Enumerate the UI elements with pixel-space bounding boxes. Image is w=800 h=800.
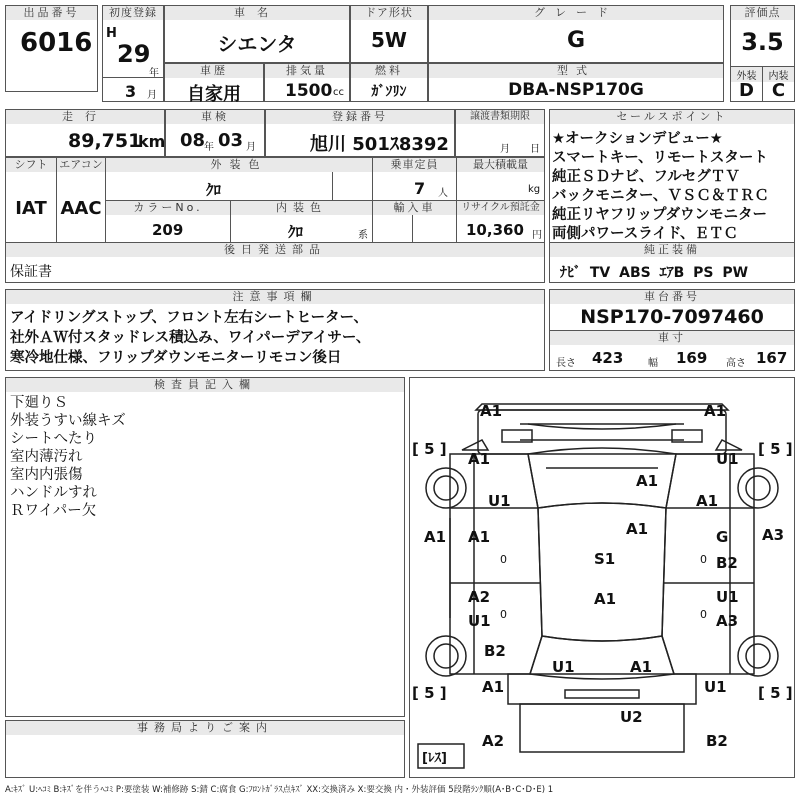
spare-tire-status: [ﾚｽ] bbox=[422, 751, 447, 766]
lot-label: 出品番号 bbox=[6, 6, 97, 20]
note-line: 社外ＡＷ付スタッドレス積込み、ワイパーデアイサー、 bbox=[10, 330, 371, 346]
inspection-month-unit: 月 bbox=[246, 142, 256, 153]
chassis-number: NSP170-7097460 bbox=[580, 306, 764, 328]
first-reg-month: 3 bbox=[125, 82, 137, 101]
inspector-box bbox=[5, 377, 405, 717]
notes-label: 注意事項欄 bbox=[6, 290, 544, 304]
lot-number: 6016 bbox=[20, 28, 93, 58]
color-no-value: 209 bbox=[152, 221, 184, 239]
inspector-line: 下廻りＳ bbox=[10, 395, 68, 411]
left-mirror-outline bbox=[462, 440, 488, 450]
inspection-label: 車検 bbox=[166, 110, 264, 124]
notes-list bbox=[10, 308, 370, 368]
selling-point: スマートキー、リモートスタート bbox=[552, 150, 768, 166]
damage-mark: A1 bbox=[636, 472, 659, 490]
damage-mark: A1 bbox=[594, 590, 617, 608]
shift-label: シフト bbox=[6, 158, 56, 172]
damage-mark: U1 bbox=[716, 588, 739, 606]
selling-points-box bbox=[549, 109, 795, 283]
car-history: 自家用 bbox=[187, 84, 241, 105]
equipment-list: ﾅﾋﾞ TV ABS ｴｱB PS PW bbox=[560, 265, 749, 281]
car-diagram-box bbox=[409, 377, 795, 778]
fuel-value: ｶﾞｿﾘﾝ bbox=[371, 84, 407, 100]
selling-points-list bbox=[552, 130, 769, 244]
height-value: 167 bbox=[756, 349, 788, 367]
damage-mark: A2 bbox=[468, 588, 491, 606]
shift-value: IAT bbox=[15, 198, 47, 219]
selling-point: 両側パワースライド、ＥＴＣ bbox=[552, 226, 739, 242]
ext-color-value: ｸﾛ bbox=[206, 181, 222, 199]
inspection-year-unit: 年 bbox=[204, 142, 214, 153]
selling-point: 純正ＳＤナビ、フルセグＴＶ bbox=[552, 169, 740, 185]
fuel-box bbox=[350, 63, 428, 102]
plate-box bbox=[265, 109, 455, 157]
transfer-day-unit: 日 bbox=[530, 144, 540, 155]
max-load-unit: kg bbox=[528, 184, 541, 195]
damage-mark: A3 bbox=[762, 526, 785, 544]
first-reg-month-unit: 月 bbox=[147, 90, 157, 101]
damage-mark: A1 bbox=[480, 402, 503, 420]
tire-front-right: [ 5 ] bbox=[758, 440, 793, 458]
damage-mark: A1 bbox=[626, 520, 649, 538]
damage-mark: U1 bbox=[488, 492, 511, 510]
inspector-label: 検査員記入欄 bbox=[6, 378, 404, 392]
car-name: シエンタ bbox=[217, 32, 297, 56]
aircon-value: AAC bbox=[60, 198, 102, 219]
door-box bbox=[350, 5, 428, 63]
score-box bbox=[730, 5, 795, 102]
capacity-value: 7 bbox=[414, 179, 426, 198]
score-label: 評価点 bbox=[731, 6, 794, 20]
car-name-box bbox=[164, 5, 350, 63]
damage-mark: S1 bbox=[594, 550, 616, 568]
first-reg-year: 29 bbox=[117, 40, 151, 68]
int-color-label: 内装色 bbox=[231, 201, 372, 215]
displacement-box bbox=[264, 63, 350, 102]
model-code: DBA-NSP170G bbox=[508, 80, 644, 100]
inspector-line: ハンドルすれ bbox=[10, 485, 97, 501]
selling-point: 純正リヤフリップダウンモニター bbox=[552, 207, 768, 223]
front-right-wheel bbox=[738, 468, 778, 508]
damage-mark: A1 bbox=[482, 678, 505, 696]
import-label: 輸入車 bbox=[373, 201, 456, 215]
capacity-label: 乗車定員 bbox=[373, 158, 456, 172]
door-label: ドア形状 bbox=[351, 6, 427, 20]
damage-mark: U1 bbox=[468, 612, 491, 630]
damage-mark: U1 bbox=[716, 450, 739, 468]
grade-box bbox=[428, 5, 724, 63]
damage-mark: U2 bbox=[620, 708, 643, 726]
first-reg-era: H bbox=[106, 26, 117, 41]
chassis-box bbox=[549, 289, 795, 371]
front-left-wheel bbox=[426, 468, 466, 508]
tire-front-left: [ 5 ] bbox=[412, 440, 447, 458]
zero-mark: 0 bbox=[500, 608, 507, 621]
right-mirror-outline bbox=[716, 440, 742, 450]
exterior-score-label: 外装 bbox=[731, 67, 762, 82]
interior-score: C bbox=[771, 80, 786, 101]
history-label: 車歴 bbox=[165, 64, 263, 78]
mileage-unit: km bbox=[138, 132, 166, 151]
rear-left-wheel bbox=[426, 636, 466, 676]
damage-mark: B2 bbox=[706, 732, 728, 750]
inspector-line: 室内薄汚れ bbox=[10, 449, 83, 465]
ext-color-label: 外装色 bbox=[106, 158, 372, 172]
tailgate-outline bbox=[520, 704, 684, 752]
inspector-notes bbox=[10, 394, 126, 520]
tire-rear-right: [ 5 ] bbox=[758, 684, 793, 702]
damage-mark: A1 bbox=[704, 402, 727, 420]
damage-mark: A3 bbox=[716, 612, 739, 630]
recycle-unit: 円 bbox=[532, 230, 542, 241]
inspector-line: 外装うすい線キズ bbox=[10, 413, 126, 429]
damage-mark: U1 bbox=[552, 658, 575, 676]
score-value: 3.5 bbox=[741, 28, 784, 56]
later-parts-label: 後日発送部品 bbox=[6, 243, 544, 257]
spec-grid bbox=[5, 157, 545, 283]
damage-mark: U1 bbox=[704, 678, 727, 696]
first-registration-box bbox=[102, 5, 164, 102]
inspection-box bbox=[165, 109, 265, 157]
door-type: 5W bbox=[371, 28, 407, 52]
tire-rear-left: [ 5 ] bbox=[412, 684, 447, 702]
grade-label: グレード bbox=[429, 6, 723, 20]
damage-mark: A1 bbox=[468, 450, 491, 468]
damage-mark: G bbox=[716, 528, 729, 546]
car-diagram bbox=[410, 378, 794, 777]
inspector-line: Ｒワイパー欠 bbox=[10, 503, 97, 519]
int-color-unit: 系 bbox=[358, 230, 368, 241]
int-color-value: ｸﾛ bbox=[288, 223, 304, 241]
equipment-label: 純正装備 bbox=[550, 243, 794, 257]
inspection-month: 03 bbox=[218, 130, 244, 151]
length-value: 423 bbox=[592, 349, 624, 367]
rear-right-wheel bbox=[738, 636, 778, 676]
max-load-label: 最大積載量 bbox=[457, 158, 544, 172]
damage-mark: B2 bbox=[484, 642, 506, 660]
plate-number: 旭川 501ｽ8392 bbox=[310, 134, 449, 155]
interior-score-label: 内装 bbox=[763, 67, 794, 82]
notes-box bbox=[5, 289, 545, 371]
damage-mark: A1 bbox=[468, 528, 491, 546]
selling-point: ★オークションデビュー★ bbox=[552, 131, 723, 147]
model-box bbox=[428, 63, 724, 102]
first-reg-year-unit: 年 bbox=[149, 68, 159, 79]
transfer-box bbox=[455, 109, 545, 157]
aircon-label: エアコン bbox=[57, 158, 105, 172]
damage-mark: A2 bbox=[482, 732, 505, 750]
plate-label: 登録番号 bbox=[266, 110, 454, 124]
zero-mark: 0 bbox=[700, 608, 707, 621]
lot-box bbox=[5, 5, 98, 92]
note-line: 寒冷地仕様、フリップダウンモニターリモコン後日 bbox=[10, 350, 342, 366]
color-no-label: カラーNo. bbox=[106, 201, 230, 215]
front-bumper-outline bbox=[476, 404, 728, 410]
office-label: 事務局よりご案内 bbox=[6, 721, 404, 735]
inspection-year: 08 bbox=[180, 130, 206, 151]
zero-mark: 0 bbox=[500, 553, 507, 566]
displacement-value: 1500 bbox=[285, 81, 333, 101]
recycle-label: リサイクル預託金 bbox=[457, 201, 544, 215]
damage-mark: A1 bbox=[424, 528, 447, 546]
height-label: 高さ bbox=[726, 358, 746, 369]
car-name-label: 車名 bbox=[165, 6, 349, 20]
fuel-label: 燃料 bbox=[351, 64, 427, 78]
mileage-box bbox=[5, 109, 165, 157]
damage-mark: B2 bbox=[716, 554, 738, 572]
displacement-label: 排気量 bbox=[265, 64, 349, 78]
dimensions-label: 車寸 bbox=[550, 331, 794, 345]
right-side-outline bbox=[662, 454, 754, 674]
left-side-outline bbox=[450, 454, 542, 674]
office-box bbox=[5, 720, 405, 778]
damage-mark: A1 bbox=[696, 492, 719, 510]
selling-points-label: セールスポイント bbox=[550, 110, 794, 124]
inspector-line: 室内内張傷 bbox=[10, 467, 83, 483]
selling-point: バックモニター、ＶＳＣ＆ＴＲＣ bbox=[552, 188, 769, 204]
capacity-unit: 人 bbox=[438, 188, 448, 199]
first-reg-label: 初度登録 bbox=[103, 6, 163, 20]
transfer-month-unit: 月 bbox=[500, 144, 510, 155]
width-value: 169 bbox=[676, 349, 708, 367]
transfer-label: 譲渡書類期限 bbox=[456, 110, 544, 124]
damage-mark: A1 bbox=[630, 658, 653, 676]
exterior-score: D bbox=[739, 80, 754, 101]
width-label: 幅 bbox=[648, 358, 658, 369]
mileage-value: 89,751 bbox=[68, 130, 142, 152]
model-label: 型式 bbox=[429, 64, 723, 78]
length-label: 長さ bbox=[556, 358, 576, 369]
note-line: アイドリングストップ、フロント左右シートヒーター、 bbox=[10, 310, 369, 326]
grade-value: G bbox=[566, 28, 586, 53]
zero-mark: 0 bbox=[700, 553, 707, 566]
legend-text: A:ｷｽﾞ U:ﾍｺﾐ B:ｷｽﾞを伴うﾍｺﾐ P:要塗装 W:補修跡 S:錆 C:腐食 G:ﾌﾛﾝﾄｶﾞﾗｽ点ｷｽﾞ XX:交換済み X:要交換 内・外装評価 5段階ﾗﾝｸ順(A･B･C･D･E) 1 bbox=[5, 785, 554, 795]
mileage-label: 走行 bbox=[6, 110, 164, 124]
inspector-line: シートへたり bbox=[10, 431, 97, 447]
displacement-unit: cc bbox=[333, 87, 344, 98]
later-parts-value: 保証書 bbox=[10, 264, 52, 280]
recycle-value: 10,360 bbox=[466, 221, 524, 239]
history-box bbox=[164, 63, 264, 105]
chassis-label: 車台番号 bbox=[550, 290, 794, 304]
